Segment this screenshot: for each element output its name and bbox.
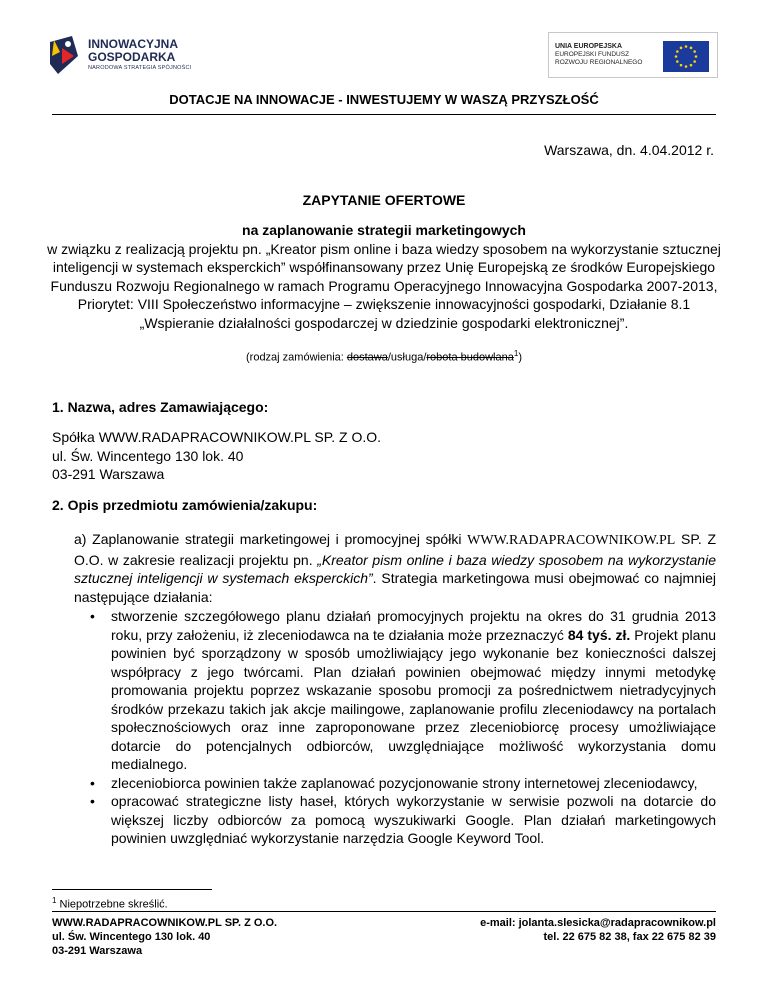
struck-construction: robota budowlana — [426, 351, 514, 364]
eu-star-icon — [693, 60, 696, 63]
section-2-heading: 2. Opis przedmiotu zamówienia/zakupu: — [52, 497, 318, 513]
subject-text: w związku z realizacją projektu pn. „Kreator pism online i baza wiedzy sposobem na wykorzystanie sztucznej inteligencji w systemach eksperckich” współfinansowany przez Unię Europejską ze środków Europejskiego Funduszu Rozwoju Regionalnego w ramach Programu Operacyjnego Innowacyjna Gospodarka 2007-2013, Priorytet: VIII Społeczeństwo informacyjne – zwiększenie innowacyjności gospodarki, Działanie 8.1 „Wspieranie działalności gospodarczej w dziedzinie gospodarki elektronicznej”. — [47, 240, 721, 331]
orderer-address — [52, 428, 381, 484]
list-item: • opracować strategiczne listy haseł, których wykorzystanie w serwisie pozwoli na dotarcie do większej liczby odbiorców za pomocą wyszukiwarki Google. Plan działań marketingowych powinien uwzględniać wykorzystanie narzędzia Google Keyword Tool. — [90, 793, 716, 846]
item-a: a) Zaplanowanie strategii marketingowej i promocyjnej spółki WWW.RADAPRACOWNIKOW.PL SP. Z O.O. w zakresie realizacji projektu pn. „Kreator pism online i baza wiedzy sposobem na wykorzystanie sztucznej inteligencji w systemach eksperckich”. Strategia marketingowa musi obejmować co najmniej następujące działania: — [74, 531, 717, 605]
footnote-divider — [52, 889, 212, 890]
eu-star-icon — [685, 65, 688, 68]
header-divider — [52, 114, 716, 115]
ig-logo-icon — [48, 34, 82, 76]
eu-star-icon — [680, 47, 683, 50]
eu-flag-icon — [663, 41, 709, 72]
company-name: WWW.RADAPRACOWNIKOW.PL — [467, 533, 676, 548]
document-date: Warszawa, dn. 4.04.2012 r. — [544, 142, 714, 158]
logo-left-title: INNOWACYJNA GOSPODARKA — [88, 37, 179, 64]
bullet-icon: • — [90, 608, 95, 624]
eu-star-icon — [685, 45, 688, 48]
eu-star-icon — [693, 50, 696, 53]
eu-star-icon — [676, 60, 679, 63]
header-slogan: DOTACJE NA INNOWACJE - INWESTUJEMY W WASZĄ PRZYSZŁOŚĆ — [169, 92, 599, 107]
eu-star-icon — [680, 64, 683, 67]
eu-star-icon — [690, 64, 693, 67]
eu-star-icon — [690, 47, 693, 50]
orderer-city: 03-291 Warszawa — [52, 466, 165, 482]
bullet-icon: • — [90, 793, 95, 809]
orderer-street: ul. Św. Wincentego 130 lok. 40 — [52, 447, 244, 464]
footnote: $^1$ Niepotrzebne skreślić. — [52, 896, 168, 911]
bullet-icon: • — [90, 774, 95, 791]
innowacyjna-gospodarka-logo — [48, 32, 208, 80]
eu-star-icon — [695, 55, 698, 58]
footer-phone: tel. 22 675 82 38, fax 22 675 82 39 — [543, 931, 716, 943]
eu-logo-text: UNIA EUROPEJSKA EUROPEJSKI FUNDUSZ ROZWOJU REGIONALNEGO — [555, 43, 643, 66]
eu-logo — [548, 32, 718, 78]
document-subject — [44, 221, 724, 332]
footnote-ref: 1 — [513, 349, 519, 358]
struck-delivery: dostawa — [346, 351, 388, 364]
orderer-company: Spółka WWW.RADAPRACOWNIKOW.PL SP. Z O.O. — [52, 429, 382, 445]
order-kind: (rodzaj zamówienia: dostawa/usługa/robota budowlana$^1$) — [246, 349, 522, 364]
section-1-heading: 1. Nazwa, adres Zamawiającego: — [52, 399, 269, 415]
list-item: • stworzenie szczegółowego planu działań promocyjnych projektu na okres do 31 grudnia 2013 roku, przy założeniu, iż zleceniodawca na te działania może przeznaczyć 84 tyś. zł. Projekt planu powinien być sporządzony w sposób umożliwiający jego wykonanie bez konieczności dalszej współpracy z jego twórcami. Plan działań powinien obejmować między innymi metodykę promowania projektu poprzez wskazanie sposobu promocji za pośrednictwem nietradycyjnych środków przekazu takich jak akcje mailingowe, zaplanowanie profilu zleceniodawcy na portalach społecznościowych oraz inne zaproponowane przez zleceniobiorcę procesy umożliwiające dotarcie do potencjalnych odbiorców, uwzględniające możliwość wykorzystania domu medialnego. — [90, 608, 717, 772]
logo-left-tagline: NARODOWA STRATEGIA SPÓJNOŚCI — [88, 65, 192, 71]
footer-email: e-mail: jolanta.slesicka@radapracownikow.pl — [480, 917, 716, 929]
eu-star-icon — [675, 55, 678, 58]
eu-star-icon — [676, 50, 679, 53]
footer-divider — [52, 911, 716, 912]
document-title: ZAPYTANIE OFERTOWE — [302, 192, 466, 208]
project-name: „Kreator pism online i baza wiedzy sposobem na wykorzystanie sztucznej inteligencji w systemach eksperckich” — [74, 551, 716, 586]
subject-heading: na zaplanowanie strategii marketingowych — [242, 222, 526, 238]
footer-address: WWW.RADAPRACOWNIKOW.PL SP. Z O.O. ul. Św. Wincentego 130 lok. 40 03-291 Warszawa — [52, 917, 278, 957]
footer-contact — [480, 916, 716, 944]
list-item: • zleceniobiorca powinien także zaplanować pozycjonowanie strony internetowej zleceniodawcy, — [90, 774, 698, 791]
activities-list — [90, 607, 716, 848]
